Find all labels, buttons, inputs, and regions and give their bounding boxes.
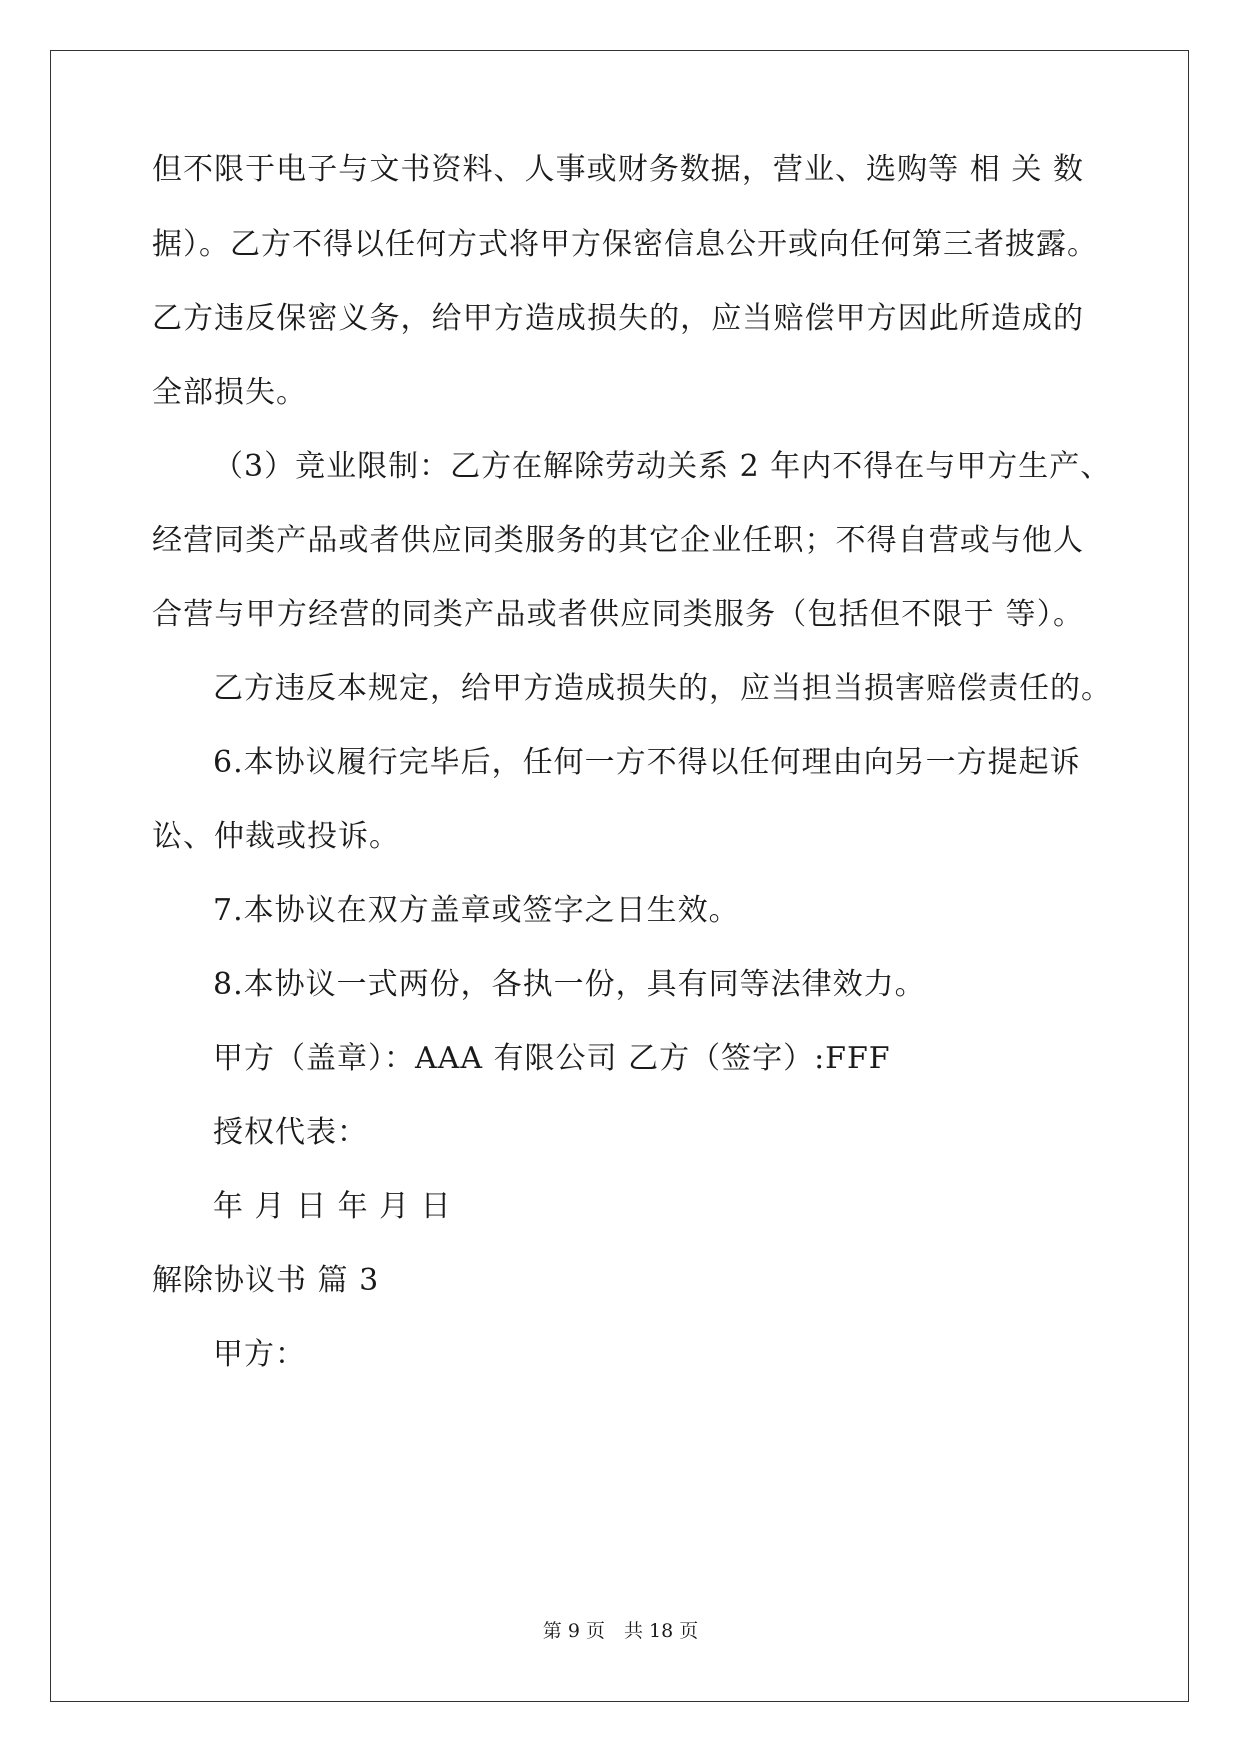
page-footer: 第 9 页 共 18 页: [542, 1620, 699, 1642]
date-line: 年 月 日 年 月 日: [213, 1189, 452, 1224]
section-heading: 解除协议书 篇 3: [152, 1263, 380, 1298]
body-line: 经营同类产品或者供应同类服务的其它企业任职；不得自营或与他人: [152, 523, 1084, 558]
page-border: [50, 50, 1189, 1702]
signature-line: 甲方（盖章）：AAA 有限公司 乙方（签字）:FFF: [213, 1041, 891, 1076]
body-line: 但不限于电子与文书资料、人事或财务数据，营业、选购等 相 关 数: [152, 152, 1084, 187]
body-line: 全部损失。: [152, 375, 307, 410]
body-line: 8.本协议一式两份，各执一份，具有同等法律效力。: [213, 967, 926, 1002]
body-line: 据）。乙方不得以任何方式将甲方保密信息公开或向任何第三者披露。: [152, 227, 1098, 262]
body-line: 7.本协议在双方盖章或签字之日生效。: [213, 893, 740, 928]
body-line: 乙方违反保密义务，给甲方造成损失的，应当赔偿甲方因此所造成的: [152, 301, 1084, 336]
body-line: 乙方违反本规定，给甲方造成损失的，应当担当损害赔偿责任的。: [213, 671, 1112, 706]
body-line: 讼、仲裁或投诉。: [152, 819, 400, 854]
representative-line: 授权代表：: [213, 1115, 368, 1150]
body-line: 6.本协议履行完毕后，任何一方不得以任何理由向另一方提起诉: [213, 745, 1081, 780]
party-a-label: 甲方：: [213, 1337, 306, 1372]
body-line: （3）竞业限制：乙方在解除劳动关系 2 年内不得在与甲方生产、: [213, 449, 1112, 484]
body-line: 合营与甲方经营的同类产品或者供应同类服务（包括但不限于 等）。: [152, 597, 1084, 632]
